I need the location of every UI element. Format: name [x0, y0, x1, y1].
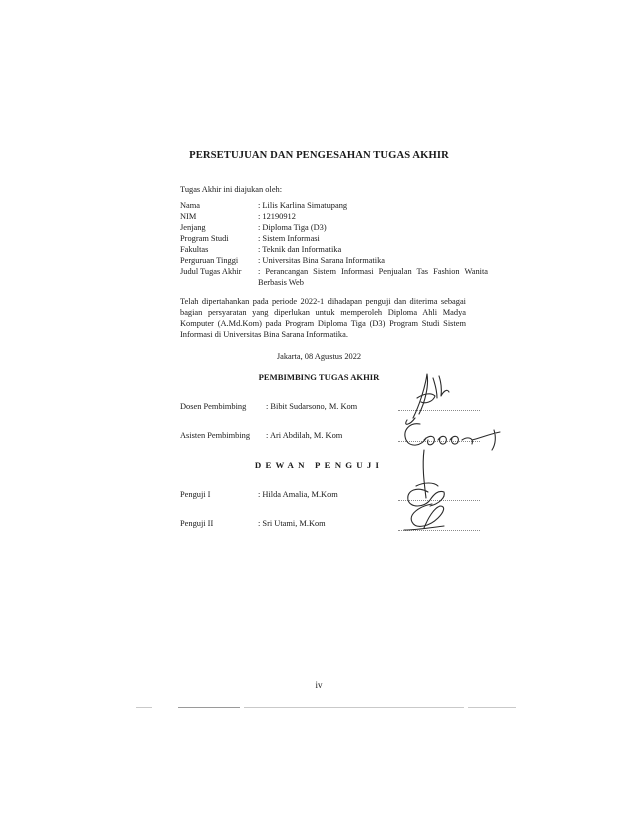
field-label: Jenjang — [180, 223, 206, 232]
signature-row-dosen — [180, 402, 357, 411]
signer-name: : Ari Abdilah, M. Kom — [266, 431, 343, 440]
signer-role: Dosen Pembimbing — [180, 402, 247, 411]
signer-role: Penguji I — [180, 490, 211, 499]
signature-row-asisten — [180, 431, 342, 440]
field-row-program-studi — [180, 234, 320, 245]
field-row-nama — [180, 201, 347, 212]
approval-paragraph: Telah dipertahankan pada periode 2022-1 dihadapan penguji dan diterima sebagai bagian persyaratan yang diperlukan untuk memperoleh Diploma Ahli Madya Komputer (A.Md.Kom) pada Program Diploma Tiga (D3) Program Studi Sistem Informasi di Universitas Bina Sarana Informatika. — [180, 297, 466, 339]
field-label: Nama — [180, 201, 200, 210]
field-row-fakultas — [180, 245, 341, 256]
signature-penguji-2 — [398, 500, 458, 540]
field-row-nim — [180, 212, 296, 223]
signature-row-penguji-2 — [180, 519, 326, 528]
field-value: : Lilis Karlina Simatupang — [258, 201, 348, 210]
field-value: : Sistem Informasi — [258, 234, 320, 243]
signer-name: : Hilda Amalia, M.Kom — [258, 490, 338, 499]
field-value: : Perancangan Sistem Informasi Penjualan Tas Fashion Wanita Berbasis Web — [258, 267, 488, 287]
field-label: NIM — [180, 212, 197, 221]
scan-artifact-line — [136, 707, 152, 708]
field-row-judul — [180, 267, 488, 289]
penguji-heading: DEWAN PENGUJI — [254, 460, 384, 470]
scan-artifact-line — [244, 707, 464, 708]
field-row-perguruan-tinggi — [180, 256, 385, 267]
signer-name: : Bibit Sudarsono, M. Kom — [266, 402, 358, 411]
pembimbing-heading: PEMBIMBING TUGAS AKHIR — [258, 372, 380, 382]
scan-artifact-line — [468, 707, 516, 708]
field-label: Judul Tugas Akhir — [180, 267, 242, 276]
intro-text: Tugas Akhir ini diajukan oleh: — [180, 185, 283, 194]
signature-row-penguji-1 — [180, 490, 338, 499]
field-value: : Diploma Tiga (D3) — [258, 223, 327, 232]
field-value: : 12190912 — [258, 212, 296, 221]
field-label: Program Studi — [180, 234, 229, 243]
signer-name: : Sri Utami, M.Kom — [258, 519, 326, 528]
field-label: Fakultas — [180, 245, 209, 254]
field-value: : Universitas Bina Sarana Informatika — [258, 256, 385, 265]
scan-artifact-line — [178, 707, 240, 708]
signer-role: Penguji II — [180, 519, 214, 528]
field-row-jenjang — [180, 223, 327, 234]
place-date: Jakarta, 08 Agustus 2022 — [276, 352, 362, 361]
field-label: Perguruan Tinggi — [180, 256, 239, 265]
page-number: iv — [315, 680, 323, 690]
document-title: PERSETUJUAN DAN PENGESAHAN TUGAS AKHIR — [189, 150, 449, 161]
signer-role: Asisten Pembimbing — [180, 431, 251, 440]
field-value: : Teknik dan Informatika — [258, 245, 342, 254]
